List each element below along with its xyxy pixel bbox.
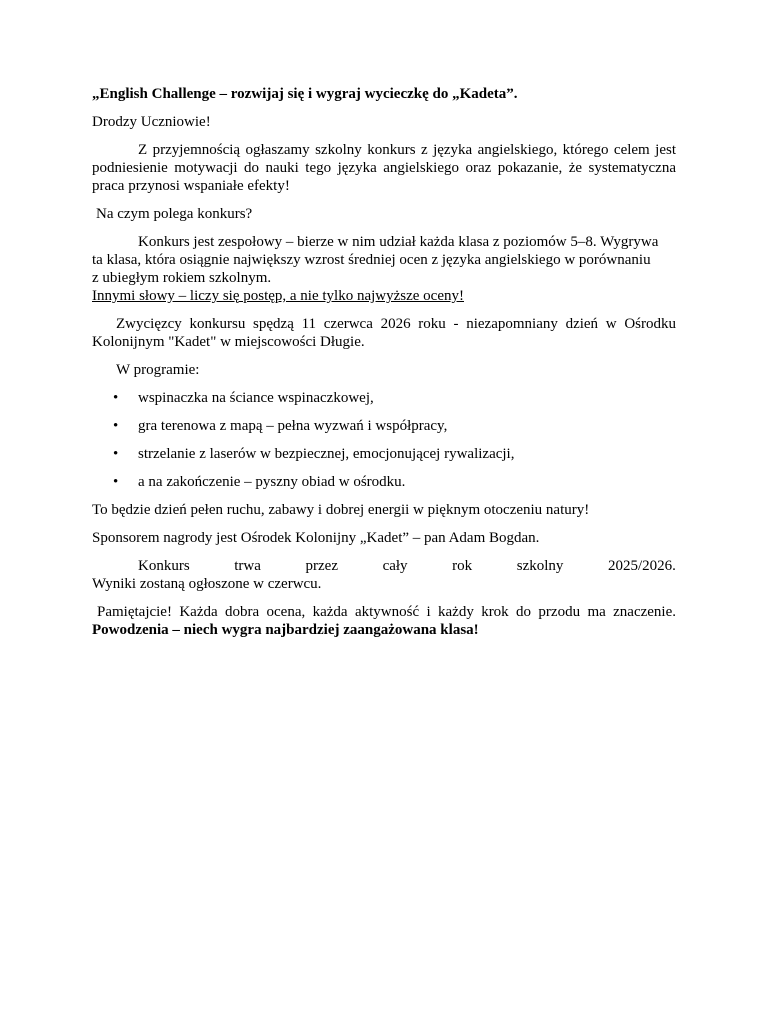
rules-line-1: Konkurs jest zespołowy – bierze w nim udział każda klasa z poziomów 5–8. Wygrywa bbox=[138, 234, 659, 250]
list-item-text: strzelanie z laserów w bezpiecznej, emocjonującej rywalizacji, bbox=[138, 446, 515, 462]
duration-word: szkolny bbox=[516, 558, 564, 574]
rules-line-3: z ubiegłym rokiem szkolnym. bbox=[92, 270, 272, 286]
list-item bbox=[92, 473, 676, 491]
duration-word: przez bbox=[305, 558, 338, 574]
intro-paragraph: Z przyjemnością ogłaszamy szkolny konkurs z języka angielskiego, którego celem jest podniesienie motywacji do nauki tego języka angielskiego oraz pokazanie, że systematyczna praca przynosi wspaniałe efekty! bbox=[92, 142, 676, 194]
section-question: Na czym polega konkurs? bbox=[96, 206, 253, 222]
prize-paragraph: Zwycięzcy konkursu spędzą 11 czerwca 2026 roku - niezapomniany dzień w Ośrodku Kolonijnym "Kadet" w miejscowości Długie. bbox=[92, 316, 676, 350]
list-item bbox=[92, 445, 676, 463]
results-line: Wyniki zostaną ogłoszone w czerwcu. bbox=[92, 576, 322, 592]
list-item-text: a na zakończenie – pyszny obiad w ośrodku. bbox=[138, 474, 406, 490]
sponsor-paragraph: Sponsorem nagrody jest Ośrodek Kolonijny „Kadet” – pan Adam Bogdan. bbox=[92, 530, 540, 546]
duration-word: 2025/2026. bbox=[608, 558, 676, 574]
greeting: Drodzy Uczniowie! bbox=[92, 114, 211, 130]
bullet-icon: • bbox=[113, 474, 119, 490]
bullet-icon: • bbox=[113, 446, 119, 462]
list-item-text: gra terenowa z mapą – pełna wyzwań i współpracy, bbox=[138, 418, 448, 434]
duration-word: cały bbox=[382, 558, 408, 574]
list-item-text: wspinaczka na ściance wspinaczkowej, bbox=[138, 390, 374, 406]
duration-word: Konkurs bbox=[138, 558, 190, 574]
document-title: „English Challenge – rozwijaj się i wygraj wycieczkę do „Kadeta”. bbox=[92, 86, 518, 102]
summary-paragraph: To będzie dzień pełen ruchu, zabawy i dobrej energii w pięknym otoczeniu natury! bbox=[92, 502, 590, 518]
program-list bbox=[92, 389, 676, 491]
program-heading: W programie: bbox=[116, 362, 200, 378]
rules-line-2: ta klasa, która osiągnie największy wzrost średniej ocen z języka angielskiego w porównaniu bbox=[92, 252, 651, 268]
duration-word: rok bbox=[452, 558, 473, 574]
duration-word: trwa bbox=[234, 558, 261, 574]
rules-emphasis: Innymi słowy – liczy się postęp, a nie tylko najwyższe oceny! bbox=[92, 288, 464, 304]
list-item bbox=[92, 389, 676, 407]
bullet-icon: • bbox=[113, 418, 119, 434]
final-slogan: Powodzenia – niech wygra najbardziej zaangażowana klasa! bbox=[92, 622, 479, 638]
bullet-icon: • bbox=[113, 390, 119, 406]
closing-paragraph: Pamiętajcie! Każda dobra ocena, każda aktywność i każdy krok do przodu ma znaczenie. bbox=[97, 604, 676, 620]
document-page bbox=[92, 85, 676, 639]
list-item bbox=[92, 417, 676, 435]
duration-line bbox=[92, 557, 676, 575]
